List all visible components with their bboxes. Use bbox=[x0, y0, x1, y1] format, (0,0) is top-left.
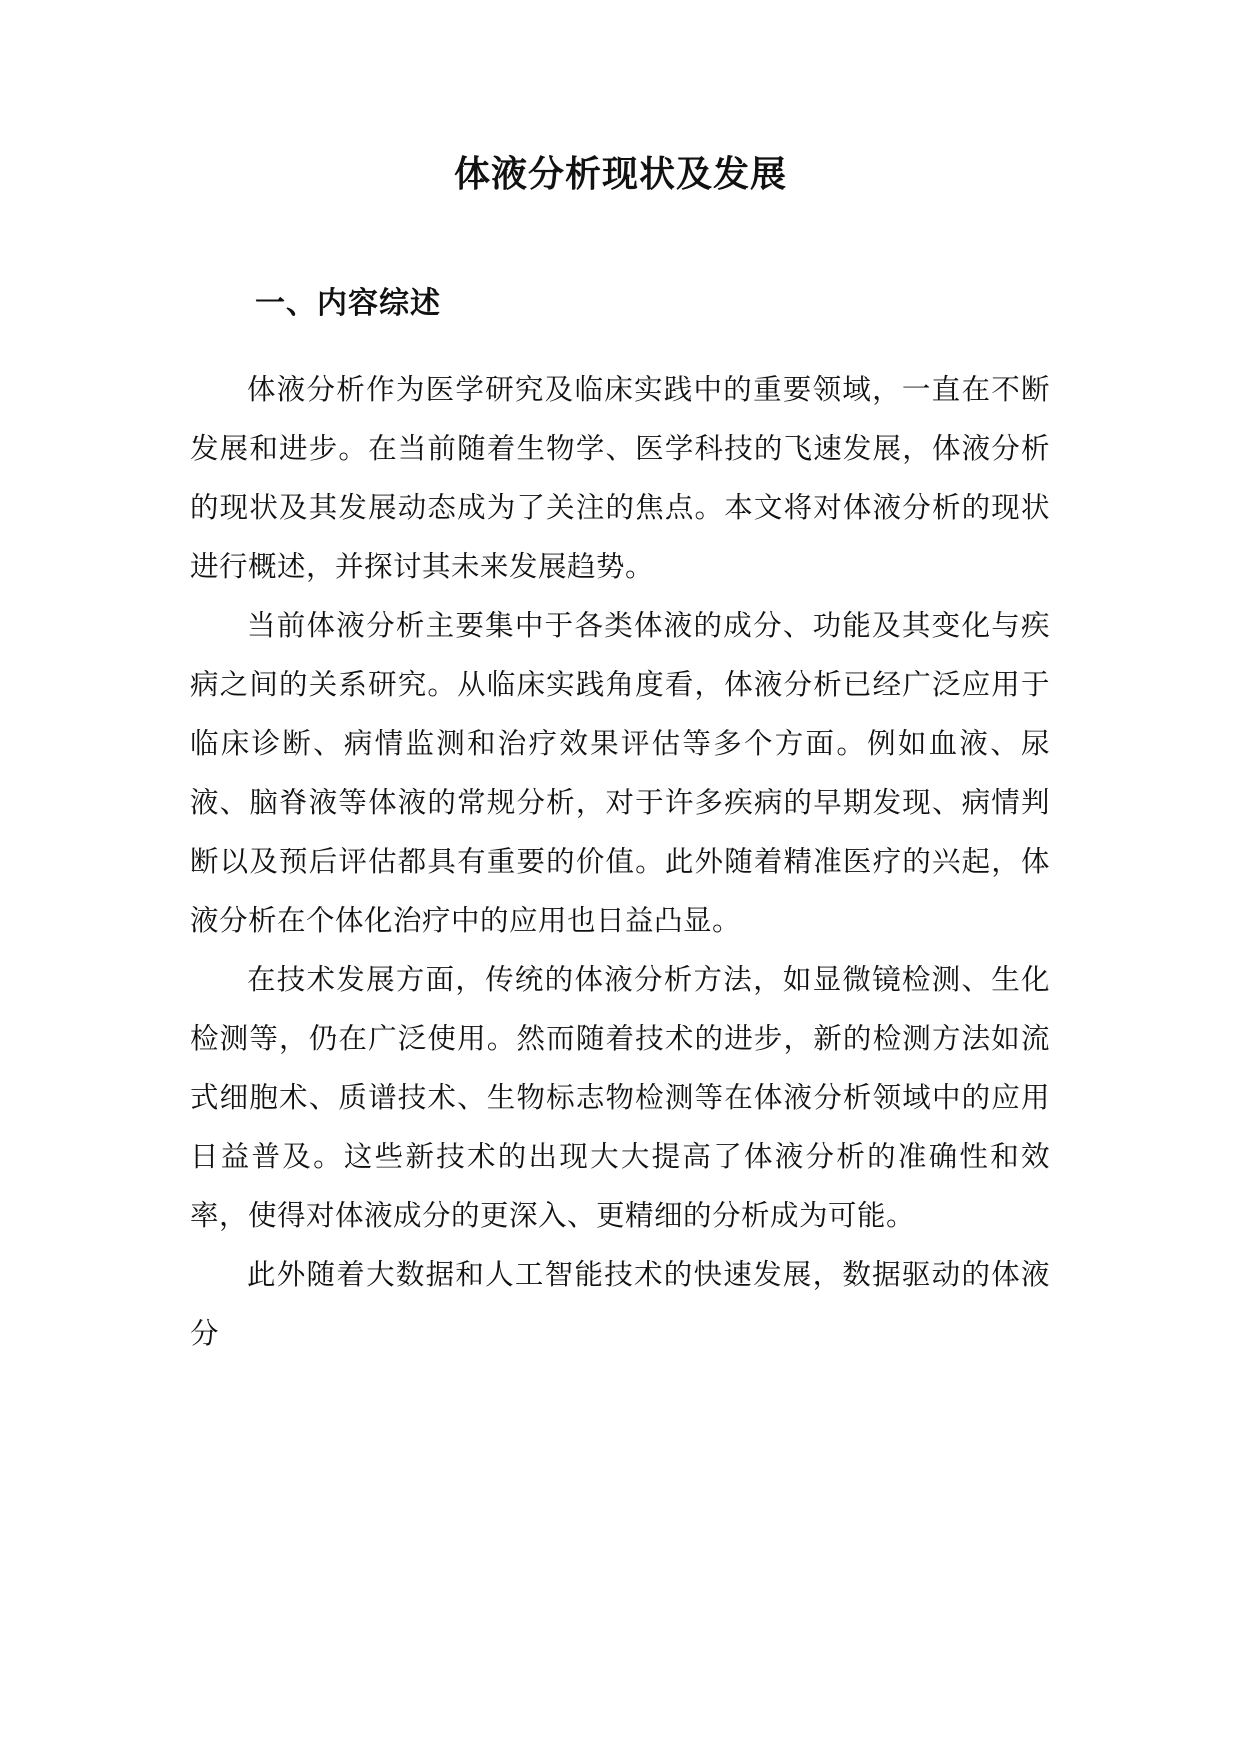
body-text bbox=[190, 360, 1050, 1363]
paragraph-3: 在技术发展方面，传统的体液分析方法，如显微镜检测、生化检测等，仍在广泛使用。然而随着技术的进步，新的检测方法如流式细胞术、质谱技术、生物标志物检测等在体液分析领域中的应用日益普及。这些新技术的出现大大提高了体液分析的准确性和效率，使得对体液成分的更深入、更精细的分析成为可能。 bbox=[190, 963, 1050, 1232]
paragraph-4: 此外随着大数据和人工智能技术的快速发展，数据驱动的体液分 bbox=[190, 1258, 1050, 1350]
section-heading: 一、内容综述 bbox=[255, 286, 441, 321]
paragraph-2: 当前体液分析主要集中于各类体液的成分、功能及其变化与疾病之间的关系研究。从临床实践角度看，体液分析已经广泛应用于临床诊断、病情监测和治疗效果评估等多个方面。例如血液、尿液、脑脊液等体液的常规分析，对于许多疾病的早期发现、病情判断以及预后评估都具有重要的价值。此外随着精准医疗的兴起，体液分析在个体化治疗中的应用也日益凸显。 bbox=[190, 609, 1050, 937]
document-title: 体液分析现状及发展 bbox=[453, 153, 787, 195]
paragraph-1: 体液分析作为医学研究及临床实践中的重要领域，一直在不断发展和进步。在当前随着生物学、医学科技的飞速发展，体液分析的现状及其发展动态成为了关注的焦点。本文将对体液分析的现状进行概述，并探讨其未来发展趋势。 bbox=[190, 373, 1050, 583]
